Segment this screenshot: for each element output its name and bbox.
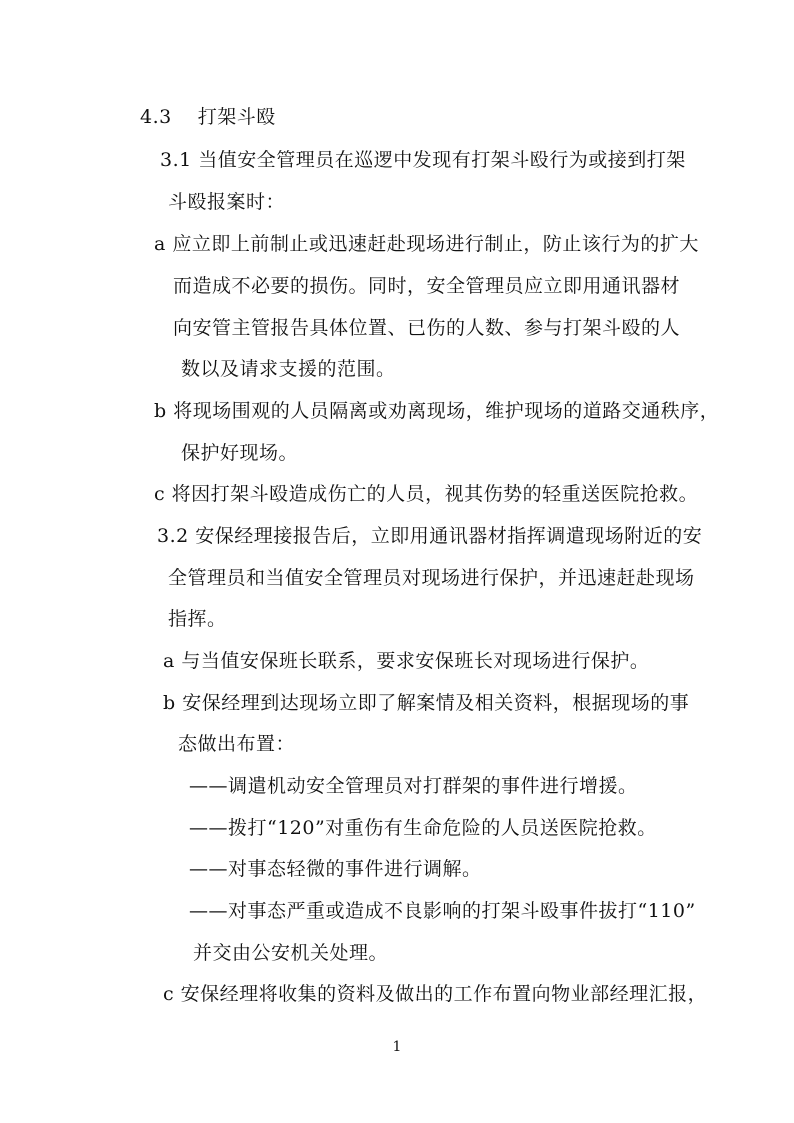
item-c: c 将因打架斗殴造成伤亡的人员，视其伤势的轻重送医院抢救。 bbox=[154, 483, 699, 505]
heading-section-4-3: 4.3 打架斗殴 bbox=[140, 106, 276, 128]
paragraph-3-1-line-1: 3.1 当值安全管理员在巡逻中发现有打架斗殴行为或接到打架 bbox=[160, 149, 686, 171]
dash-item-4-line-1: ——对事态严重或造成不良影响的打架斗殴事件拔打“110” bbox=[189, 900, 696, 922]
dash-item-3: ——对事态轻微的事件进行调解。 bbox=[189, 858, 482, 880]
dash-item-2: ——拨打“120”对重伤有生命危险的人员送医院抢救。 bbox=[189, 817, 657, 839]
paragraph-3-1-line-2: 斗殴报案时： bbox=[168, 191, 286, 213]
paragraph-3-2-line-3: 指挥。 bbox=[168, 608, 227, 630]
dash-item-4-line-2: 并交由公安机关处理。 bbox=[193, 942, 389, 964]
dash-item-1: ——调遣机动安全管理员对打群架的事件进行增援。 bbox=[189, 775, 638, 797]
item-a-line-4: 数以及请求支援的范围。 bbox=[181, 358, 396, 380]
item-a-line-3: 向安管主管报告具体位置、已伤的人数、参与打架斗殴的人 bbox=[173, 317, 681, 339]
paragraph-3-2-line-1: 3.2 安保经理接报告后，立即用通讯器材指挥调遣现场附近的安 bbox=[157, 525, 703, 547]
item-b-line-1: b 将现场围观的人员隔离或劝离现场，维护现场的道路交通秩序， bbox=[154, 400, 720, 422]
page-number: 1 bbox=[392, 1039, 402, 1055]
sub-item-c-line-1: c 安保经理将收集的资料及做出的工作布置向物业部经理汇报， bbox=[163, 983, 708, 1005]
sub-item-b-line-2: 态做出布置： bbox=[178, 733, 296, 755]
item-a-line-1: a 应立即上前制止或迅速赶赴现场进行制止，防止该行为的扩大 bbox=[154, 233, 699, 255]
sub-item-a: a 与当值安保班长联系，要求安保班长对现场进行保护。 bbox=[163, 650, 650, 672]
item-b-line-2: 保护好现场。 bbox=[181, 442, 299, 464]
paragraph-3-2-line-2: 全管理员和当值安全管理员对现场进行保护，并迅速赶赴现场 bbox=[168, 567, 695, 589]
item-a-line-2: 而造成不必要的损伤。同时，安全管理员应立即用通讯器材 bbox=[173, 275, 681, 297]
sub-item-b-line-1: b 安保经理到达现场立即了解案情及相关资料，根据现场的事 bbox=[163, 692, 690, 714]
